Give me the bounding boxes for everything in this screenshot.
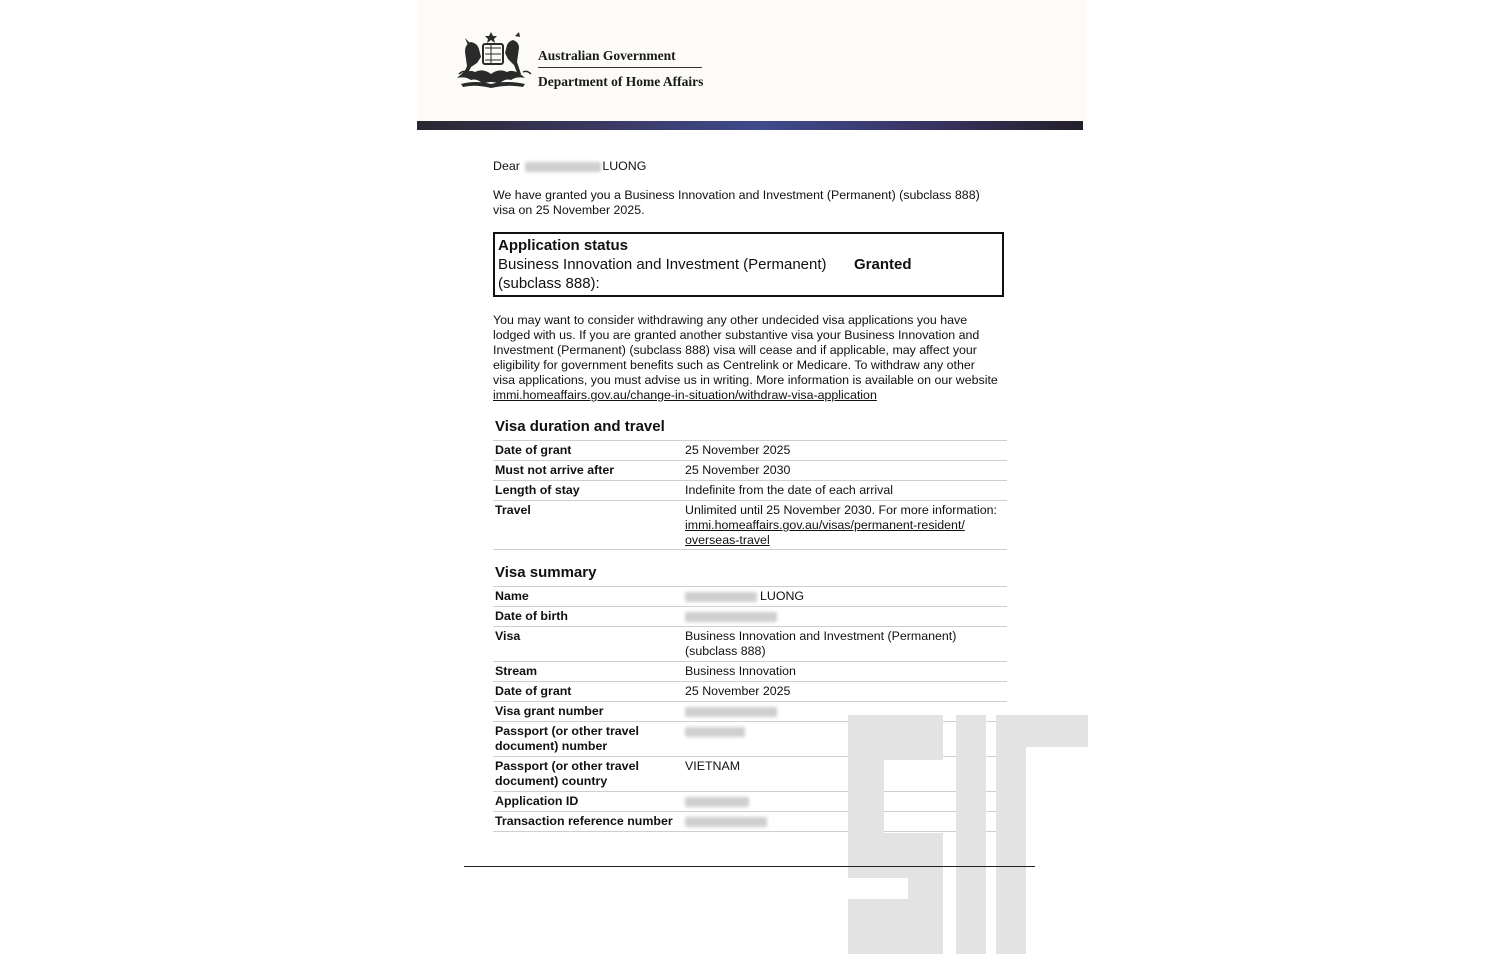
- row-value: [685, 587, 1007, 606]
- row-label: Date of grant: [495, 684, 572, 698]
- table-row: [493, 460, 1007, 480]
- department-name: Department of Home Affairs: [538, 74, 704, 89]
- row-label: Visa grant number: [495, 704, 604, 718]
- label-line: document) number: [495, 739, 608, 753]
- table-row: [493, 681, 1007, 701]
- status-visa-line: Business Innovation and Investment (Permanent): [498, 256, 827, 273]
- letter-header: [417, 0, 1087, 122]
- duration-table: [493, 440, 1007, 550]
- salutation: [493, 159, 646, 174]
- withdraw-visa-link[interactable]: immi.homeaffairs.gov.au/change-in-situation/withdraw-visa-application: [493, 388, 877, 402]
- row-value: [685, 607, 1007, 626]
- table-row: [493, 440, 1007, 460]
- redacted-date-of-birth: [685, 612, 777, 622]
- grant-text-line: visa on 25 November 2025.: [493, 203, 645, 217]
- row-label: Must not arrive after: [495, 463, 615, 477]
- withdraw-line: You may want to consider withdrawing any other undecided visa applications you have: [493, 313, 968, 327]
- row-value: 25 November 2025: [685, 684, 791, 698]
- table-row: [493, 586, 1007, 606]
- label-line: Passport (or other travel: [495, 759, 639, 773]
- redacted-transaction-number: [685, 817, 767, 827]
- status-result: Granted: [854, 256, 912, 273]
- row-value: Business Innovation: [685, 664, 796, 678]
- row-label: [495, 724, 680, 754]
- redacted-application-id: [685, 797, 749, 807]
- grant-text-line: We have granted you a Business Innovation and Investment (Permanent) (subclass 888): [493, 188, 980, 202]
- table-row: [493, 500, 1007, 550]
- status-row: [498, 255, 999, 293]
- visa-value-line: Business Innovation and Investment (Permanent): [685, 629, 957, 643]
- travel-link-continued[interactable]: overseas-travel: [685, 533, 770, 547]
- redacted-given-name: [685, 592, 757, 602]
- withdraw-line: Investment (Permanent) (subclass 888) visa will cease and if applicable, may affect your: [493, 343, 977, 357]
- application-status-box: [493, 232, 1004, 297]
- redacted-given-name: [525, 162, 601, 172]
- withdraw-line: eligibility for government benefits such as Centrelink or Medicare. To withdraw any other: [493, 358, 975, 372]
- row-label: Stream: [495, 664, 538, 678]
- status-visa-line: (subclass 888):: [498, 275, 600, 292]
- travel-link[interactable]: immi.homeaffairs.gov.au/visas/permanent-resident/: [685, 518, 965, 532]
- row-label: Travel: [495, 503, 531, 517]
- withdraw-paragraph: [493, 313, 1008, 403]
- salutation-prefix: Dear: [493, 159, 520, 173]
- footer-divider: [464, 866, 1035, 867]
- row-value: 25 November 2030: [685, 463, 791, 477]
- row-label: Length of stay: [495, 483, 580, 497]
- row-label: Date of grant: [495, 443, 572, 457]
- row-value: VIETNAM: [685, 759, 741, 773]
- row-label: Name: [495, 589, 529, 603]
- travel-text: Unlimited until 25 November 2030. For more information:: [685, 503, 997, 517]
- table-row: [493, 626, 1007, 661]
- table-row: [493, 480, 1007, 500]
- sir-watermark-icon: [848, 715, 1088, 954]
- visa-value-line: (subclass 888): [685, 644, 766, 658]
- header-divider: [538, 67, 702, 68]
- row-label: Transaction reference number: [495, 814, 673, 828]
- government-name: Australian Government: [538, 48, 676, 63]
- withdraw-line: lodged with us. If you are granted another substantive visa your Business Innovation and: [493, 328, 980, 342]
- label-line: document) country: [495, 774, 608, 788]
- status-title: Application status: [498, 237, 629, 254]
- row-value: Indefinite from the date of each arrival: [685, 483, 894, 497]
- coat-of-arms-icon: [453, 30, 535, 92]
- table-row: [493, 606, 1007, 626]
- withdraw-line: visa applications, you must advise us in writing. More information is available on our website: [493, 373, 998, 387]
- row-value: [685, 627, 1007, 659]
- redacted-passport-number: [685, 727, 745, 737]
- name-surname: LUONG: [760, 589, 805, 603]
- row-label: Application ID: [495, 794, 579, 808]
- row-value: 25 November 2025: [685, 443, 791, 457]
- grant-paragraph: [493, 188, 1008, 218]
- row-value: [685, 501, 1007, 548]
- salutation-surname: LUONG: [602, 159, 647, 173]
- row-label: Date of birth: [495, 609, 568, 623]
- redacted-grant-number: [685, 707, 777, 717]
- label-line: Passport (or other travel: [495, 724, 639, 738]
- duration-section-title: Visa duration and travel: [495, 418, 665, 435]
- row-label: Visa: [495, 629, 521, 643]
- table-row: [493, 661, 1007, 681]
- summary-section-title: Visa summary: [495, 564, 597, 581]
- row-label: [495, 759, 680, 789]
- header-color-band: [417, 121, 1083, 130]
